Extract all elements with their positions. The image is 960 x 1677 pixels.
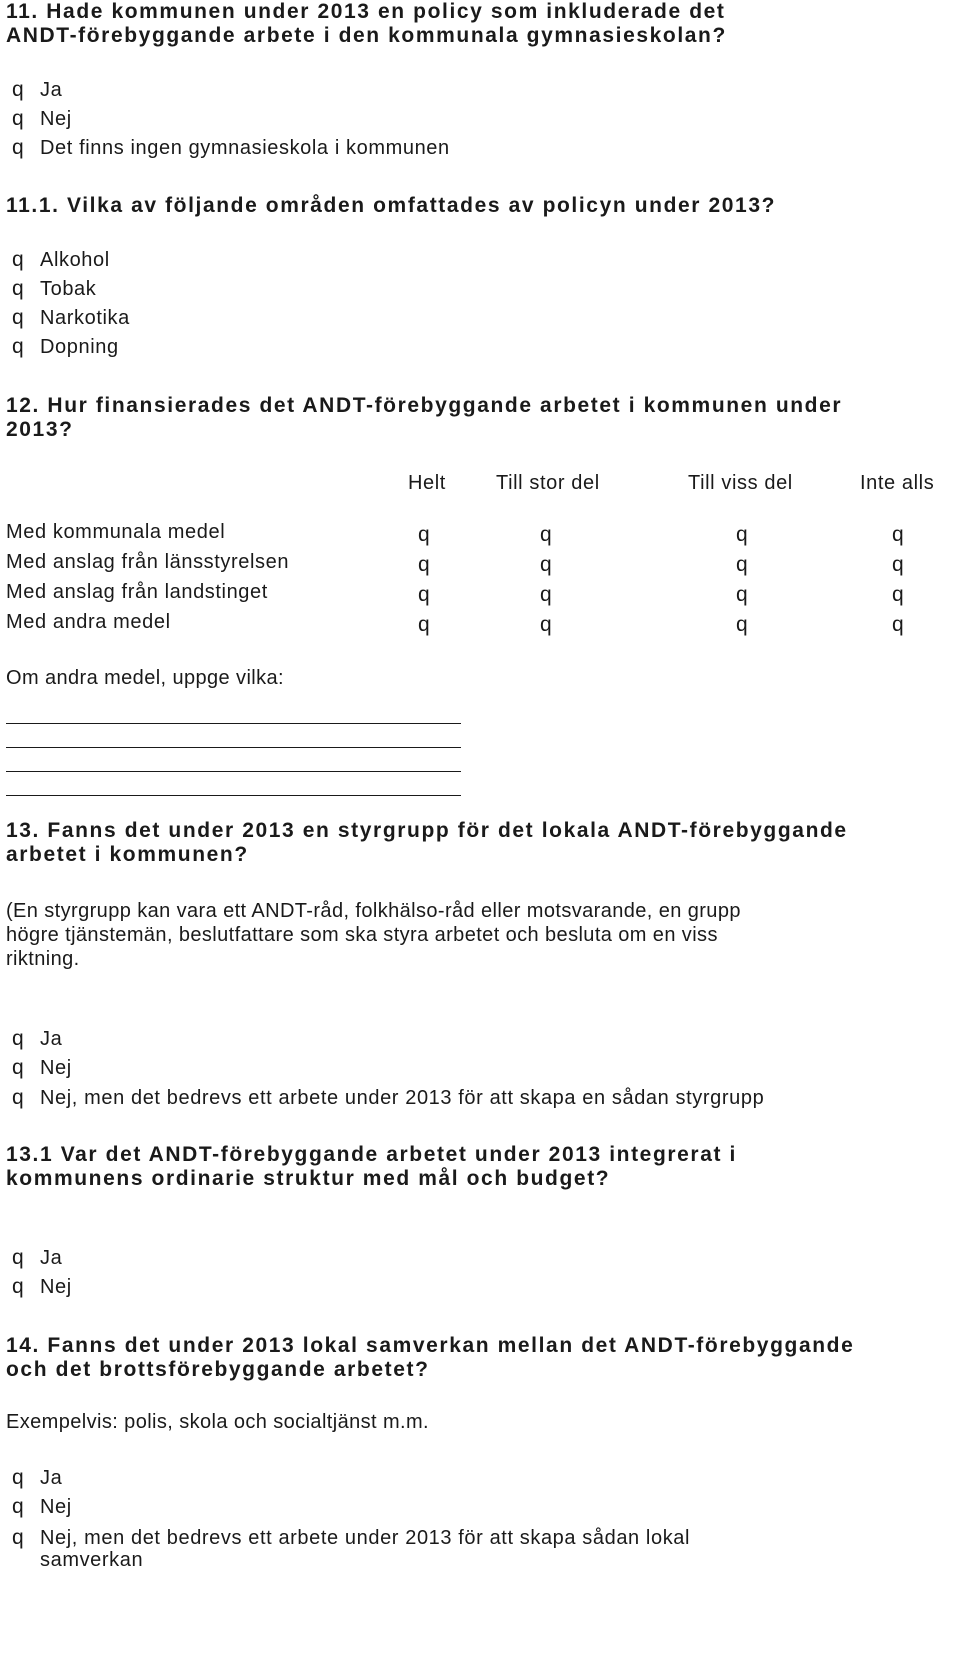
checkbox-icon[interactable]: q xyxy=(418,553,430,576)
q14-option-nej-men[interactable]: q Nej, men det bedrevs ett arbete under 2013 för att skapa sådan lokal xyxy=(12,1526,691,1549)
checkbox-icon[interactable]: q xyxy=(736,583,748,606)
q12-row-andra: Med andra medel xyxy=(6,611,171,633)
checkbox-icon[interactable]: q xyxy=(12,1495,25,1518)
q14-heading-line-1: 14. Fanns det under 2013 lokal samverkan mellan det ANDT-förebyggande xyxy=(6,1334,855,1357)
q11-heading-line-1: 11. Hade kommunen under 2013 en policy som inkluderade det xyxy=(6,0,726,23)
q13-note-line-1: (En styrgrupp kan vara ett ANDT-råd, folkhälso-råd eller motsvarande, en grupp xyxy=(6,900,741,922)
checkbox-icon[interactable]: q xyxy=(12,136,25,159)
q11-option-nej[interactable]: q Nej xyxy=(12,107,72,130)
answer-line[interactable] xyxy=(6,747,461,748)
checkbox-icon[interactable]: q xyxy=(12,107,25,130)
q12-row-lansstyrelsen: Med anslag från länsstyrelsen xyxy=(6,551,290,573)
q11-1-option-tobak[interactable]: q Tobak xyxy=(12,277,97,300)
q11-option-ja[interactable]: q Ja xyxy=(12,78,63,101)
q12-row-landstinget: Med anslag från landstinget xyxy=(6,581,268,603)
q13-option-nej-men[interactable]: q Nej, men det bedrevs ett arbete under 2013 för att skapa en sådan styrgrupp xyxy=(12,1086,765,1109)
q11-heading-line-2: ANDT-förebyggande arbete i den kommunala gymnasieskolan? xyxy=(6,24,727,47)
checkbox-icon[interactable]: q xyxy=(736,553,748,576)
q13-heading-line-1: 13. Fanns det under 2013 en styrgrupp för det lokala ANDT-förebyggande xyxy=(6,819,848,842)
checkbox-icon[interactable]: q xyxy=(12,306,25,329)
q14-option-ja[interactable]: q Ja xyxy=(12,1466,63,1489)
q12-column-inte-alls: Inte alls xyxy=(860,472,935,494)
checkbox-icon[interactable]: q xyxy=(12,1466,25,1489)
q14-option-nej[interactable]: q Nej xyxy=(12,1495,72,1518)
q11-1-option-narkotika[interactable]: q Narkotika xyxy=(12,306,130,329)
q12-column-till-viss-del: Till viss del xyxy=(688,472,793,494)
q13-note-line-3: riktning. xyxy=(6,948,80,970)
q14-heading-line-2: och det brottsförebyggande arbetet? xyxy=(6,1358,430,1381)
checkbox-icon[interactable]: q xyxy=(892,523,904,546)
checkbox-icon[interactable]: q xyxy=(12,277,25,300)
q11-1-option-alkohol[interactable]: q Alkohol xyxy=(12,248,110,271)
checkbox-icon[interactable]: q xyxy=(540,523,552,546)
q13-1-heading-line-1: 13.1 Var det ANDT-förebyggande arbetet under 2013 integrerat i xyxy=(6,1143,737,1166)
checkbox-icon[interactable]: q xyxy=(540,553,552,576)
answer-line[interactable] xyxy=(6,771,461,772)
q13-heading-line-2: arbetet i kommunen? xyxy=(6,843,249,866)
q13-1-heading-line-2: kommunens ordinarie struktur med mål och budget? xyxy=(6,1167,611,1190)
checkbox-icon[interactable]: q xyxy=(418,613,430,636)
q12-other-label: Om andra medel, uppge vilka: xyxy=(6,667,285,689)
checkbox-icon[interactable]: q xyxy=(12,1275,25,1298)
q11-1-option-dopning[interactable]: q Dopning xyxy=(12,335,119,358)
checkbox-icon[interactable]: q xyxy=(418,523,430,546)
q13-option-ja[interactable]: q Ja xyxy=(12,1027,63,1050)
q14-example: Exempelvis: polis, skola och socialtjänst m.m. xyxy=(6,1411,429,1433)
checkbox-icon[interactable]: q xyxy=(12,78,25,101)
q12-heading-line-1: 12. Hur finansierades det ANDT-förebyggande arbetet i kommunen under xyxy=(6,394,843,417)
checkbox-icon[interactable]: q xyxy=(418,583,430,606)
q11-option-no-school[interactable]: q Det finns ingen gymnasieskola i kommunen xyxy=(12,136,450,159)
checkbox-icon[interactable]: q xyxy=(12,1086,25,1109)
checkbox-icon[interactable]: q xyxy=(12,248,25,271)
checkbox-icon[interactable]: q xyxy=(12,1027,25,1050)
checkbox-icon[interactable]: q xyxy=(892,553,904,576)
q12-heading-line-2: 2013? xyxy=(6,418,74,441)
q12-column-till-stor-del: Till stor del xyxy=(496,472,600,494)
checkbox-icon[interactable]: q xyxy=(12,1526,25,1549)
checkbox-icon[interactable]: q xyxy=(12,1056,25,1079)
q13-option-nej[interactable]: q Nej xyxy=(12,1056,72,1079)
checkbox-icon[interactable]: q xyxy=(540,613,552,636)
checkbox-icon[interactable]: q xyxy=(736,523,748,546)
checkbox-icon[interactable]: q xyxy=(892,583,904,606)
answer-line[interactable] xyxy=(6,723,461,724)
q12-row-kommunala: Med kommunala medel xyxy=(6,521,226,543)
q13-1-option-nej[interactable]: q Nej xyxy=(12,1275,72,1298)
answer-line[interactable] xyxy=(6,795,461,796)
checkbox-icon[interactable]: q xyxy=(736,613,748,636)
checkbox-icon[interactable]: q xyxy=(540,583,552,606)
q11-1-heading: 11.1. Vilka av följande områden omfattades av policyn under 2013? xyxy=(6,194,777,217)
q13-note-line-2: högre tjänstemän, beslutfattare som ska styra arbetet och besluta om en viss xyxy=(6,924,718,946)
checkbox-icon[interactable]: q xyxy=(12,335,25,358)
q14-option-nej-men-continued: samverkan xyxy=(40,1549,144,1571)
q13-1-option-ja[interactable]: q Ja xyxy=(12,1246,63,1269)
checkbox-icon[interactable]: q xyxy=(12,1246,25,1269)
q12-column-helt: Helt xyxy=(408,472,446,494)
checkbox-icon[interactable]: q xyxy=(892,613,904,636)
